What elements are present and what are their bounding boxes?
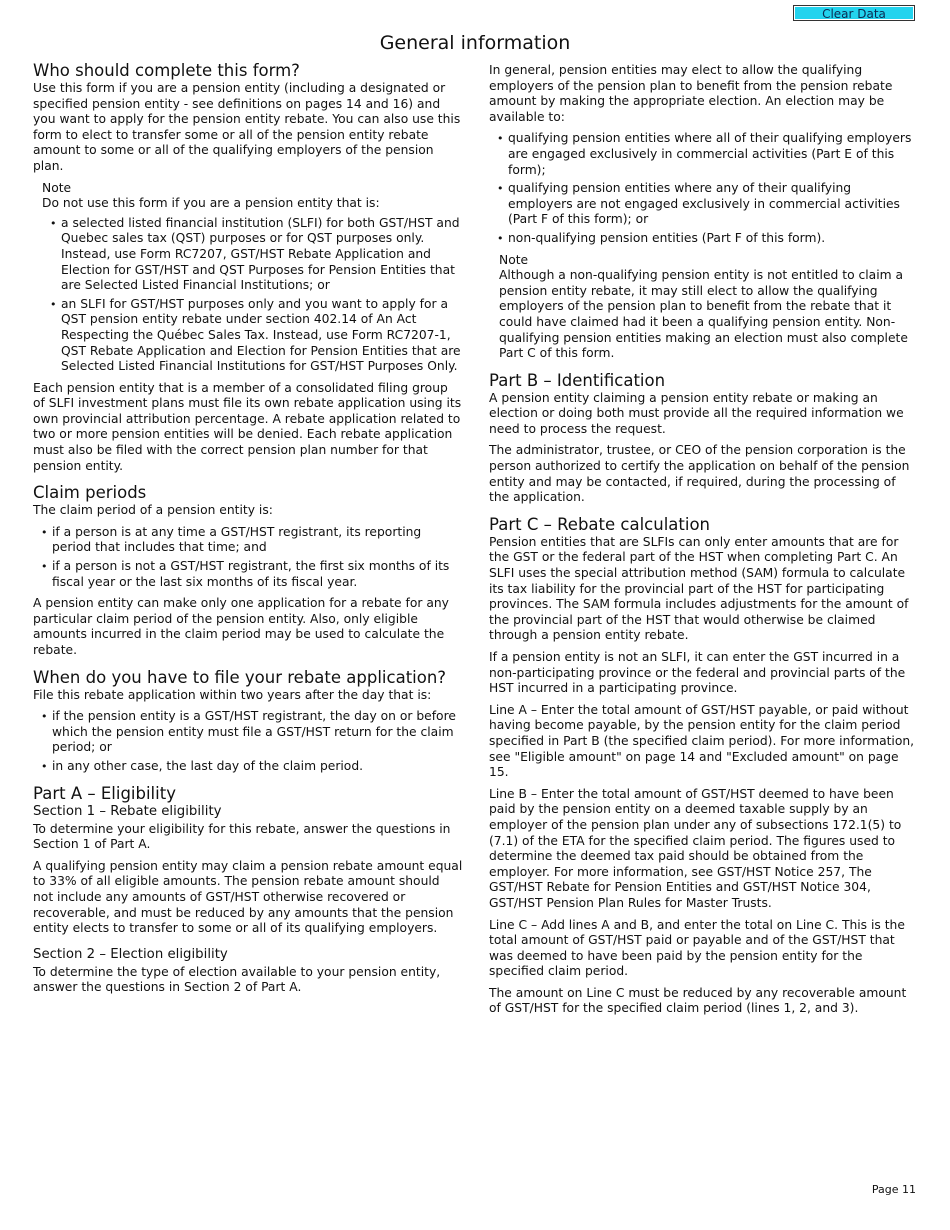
section-2-paragraph: To determine the type of election available to your pension entity, answer the questions in Section 2 of Part A. — [33, 964, 441, 995]
line-c-reduction-paragraph: The amount on Line C must be reduced by any recoverable amount of GST/HST for the specified claim period (lines 1, 2, and 3). — [489, 985, 907, 1016]
part-c-section — [489, 516, 917, 1017]
list-item: • if a person is not a GST/HST registrant, the first six months of its fiscal year or the last six months of its fiscal year. — [33, 559, 463, 590]
part-c-heading: Part C – Rebate calculation — [489, 514, 711, 534]
list-item: • a selected listed financial institution (SLFI) for both GST/HST and Quebec sales tax (QST) purposes or for QST purposes only. Instead, use Form RC7207, GST/HST Rebate Application and Election for GST/HST and QST Purposes for Pension Entities that are Selected Listed Financial Institutions; or — [42, 216, 463, 294]
claim-list — [33, 525, 463, 590]
line-c-paragraph: Line C – Add lines A and B, and enter the total on Line C. This is the total amount of GST/HST paid or payable and of the GST/HST that was deemed to have been paid by the pension entity for the specified claim period. — [489, 917, 905, 979]
note-intro: Do not use this form if you are a pension entity that is: — [42, 196, 380, 211]
claim-paragraph: A pension entity can make only one application for a rebate for any particular claim period of the pension entity. Also, only eligible amounts incurred in the claim period may be used to calculate the rebate. — [33, 596, 449, 657]
part-a-heading: Part A – Eligibility — [33, 783, 176, 803]
who-note — [42, 181, 463, 375]
list-item: • if a person is at any time a GST/HST registrant, its reporting period that includes that time; and — [33, 525, 463, 556]
claim-section — [33, 484, 463, 658]
note-text: Although a non-qualifying pension entity is not entitled to claim a pension entity rebate, it may still elect to allow the qualifying employers of the pension plan to benefit from the rebate that it could have claimed had it been a qualifying pension entity. Non-qualifying pension entities making an election must also complete Part C of this form. — [499, 268, 908, 361]
part-b-paragraph: A pension entity claiming a pension entity rebate or making an election or doing both must provide all the required information we need to process the request. — [489, 390, 904, 436]
note-label: Note — [42, 180, 72, 195]
who-section — [33, 62, 463, 474]
part-c-paragraph: Pension entities that are SLFIs can only enter amounts that are for the GST or the federal part of the HST when completing Part C. An SLFI uses the special attribution method (SAM) formula to calculate its tax liability for the provincial part of the HST for participating provinces. The SAM formula includes adjustments for the amount of the provincial part of the HST that would otherwise be claimed through a pension entity rebate. — [489, 534, 909, 643]
claim-intro: The claim period of a pension entity is: — [33, 503, 273, 518]
list-item: • an SLFI for GST/HST purposes only and you want to apply for a QST pension entity rebate under section 402.14 of An Act Respecting the Québec Sales Tax. Instead, use Form RC7207-1, QST Rebate Application and Election for Pension Entities that are Selected Listed Financial Institutions for GST/HST Purposes Only. — [42, 297, 463, 375]
section-1-paragraph: To determine your eligibility for this rebate, answer the questions in Section 1 of Part A. — [33, 821, 451, 852]
left-column — [33, 62, 463, 1002]
page-number: Page 11 — [871, 1183, 916, 1196]
who-heading: Who should complete this form? — [33, 61, 300, 80]
part-b-paragraph-2: The administrator, trustee, or CEO of the pension corporation is the person authorized to certify the application on behalf of the pension entity and may be contacted, if required, during the processing of the application. — [489, 443, 910, 505]
when-list — [33, 709, 463, 774]
when-intro: File this rebate application within two years after the day that is: — [33, 687, 432, 702]
section-1-paragraph-2: A qualifying pension entity may claim a pension rebate amount equal to 33% of all eligible amounts. The pension rebate amount should not include any amounts of GST/HST otherwise recovered or recoverable, and must be reduced by any amounts that the pension entity elects to transfer to some or all of its qualifying employers. — [33, 858, 463, 936]
part-b-heading: Part B – Identification — [489, 370, 666, 390]
election-note — [499, 253, 917, 362]
clear-data-button[interactable]: Clear Data — [793, 5, 915, 21]
part-c-paragraph-2: If a pension entity is not an SLFI, it can enter the GST incurred in a non-participating province or the federal and provincial parts of the HST incurred in a participating province. — [489, 650, 906, 696]
when-section — [33, 669, 463, 775]
part-b-section — [489, 372, 917, 506]
who-paragraph-2: Each pension entity that is a member of a consolidated filing group of SLFI investment plans must file its own rebate application using its own provincial attribution percentage. A rebate application related to two or more pension entities will be denied. Each rebate application must also be filed with the correct pension plan number for that pension entity. — [33, 380, 462, 473]
section-2-heading: Section 2 – Election eligibility — [33, 946, 228, 962]
list-item: • qualifying pension entities where any of their qualifying employers are not engaged exclusively in commercial activities (Part F of this form); or — [489, 181, 917, 228]
list-item: • qualifying pension entities where all of their qualifying employers are engaged exclusively in commercial activities (Part E of this form); — [489, 131, 917, 178]
list-item: • non-qualifying pension entities (Part F of this form). — [489, 231, 917, 247]
claim-heading: Claim periods — [33, 483, 147, 503]
page-title: General information — [379, 32, 571, 54]
section-1-heading: Section 1 – Rebate eligibility — [33, 803, 222, 819]
line-a-paragraph: Line A – Enter the total amount of GST/HST payable, or paid without having become payable, by the pension entity for the claim period specified in Part B (the specified claim period). For more information, see "Eligible amount" on page 14 and "Excluded amount" on page 15. — [489, 702, 915, 780]
election-list — [489, 131, 917, 246]
note-list — [42, 216, 463, 375]
list-item: • if the pension entity is a GST/HST registrant, the day on or before which the pension entity must file a GST/HST return for the claim period; or — [33, 709, 463, 756]
part-a-section — [33, 785, 463, 996]
when-heading: When do you have to file your rebate application? — [33, 667, 447, 687]
note-label: Note — [499, 252, 529, 267]
list-item: • in any other case, the last day of the claim period. — [33, 759, 463, 775]
line-b-paragraph: Line B – Enter the total amount of GST/HST deemed to have been paid by the pension entity on a deemed taxable supply by an employer of the pension plan under any of subsections 172.1(5) to (7.1) of the ETA for the specified claim period. The figures used to determine the deemed tax paid should be obtained from the employer. For more information, see GST/HST Notice 257, The GST/HST Rebate for Pension Entities and GST/HST Notice 304, GST/HST Pension Plan Rules for Master Trusts. — [489, 786, 902, 910]
election-intro: In general, pension entities may elect to allow the qualifying employers of the pension plan to benefit from the pension rebate amount by making the appropriate election. An election may be available to: — [489, 63, 893, 124]
who-paragraph: Use this form if you are a pension entity (including a designated or specified pension entity - see definitions on pages 14 and 16) and you want to apply for the pension entity rebate. You can also use this form to elect to transfer some or all of the pension entity rebate amount to some or all of the qualifying employers of the pension plan. — [33, 81, 461, 173]
right-column — [489, 63, 917, 1023]
